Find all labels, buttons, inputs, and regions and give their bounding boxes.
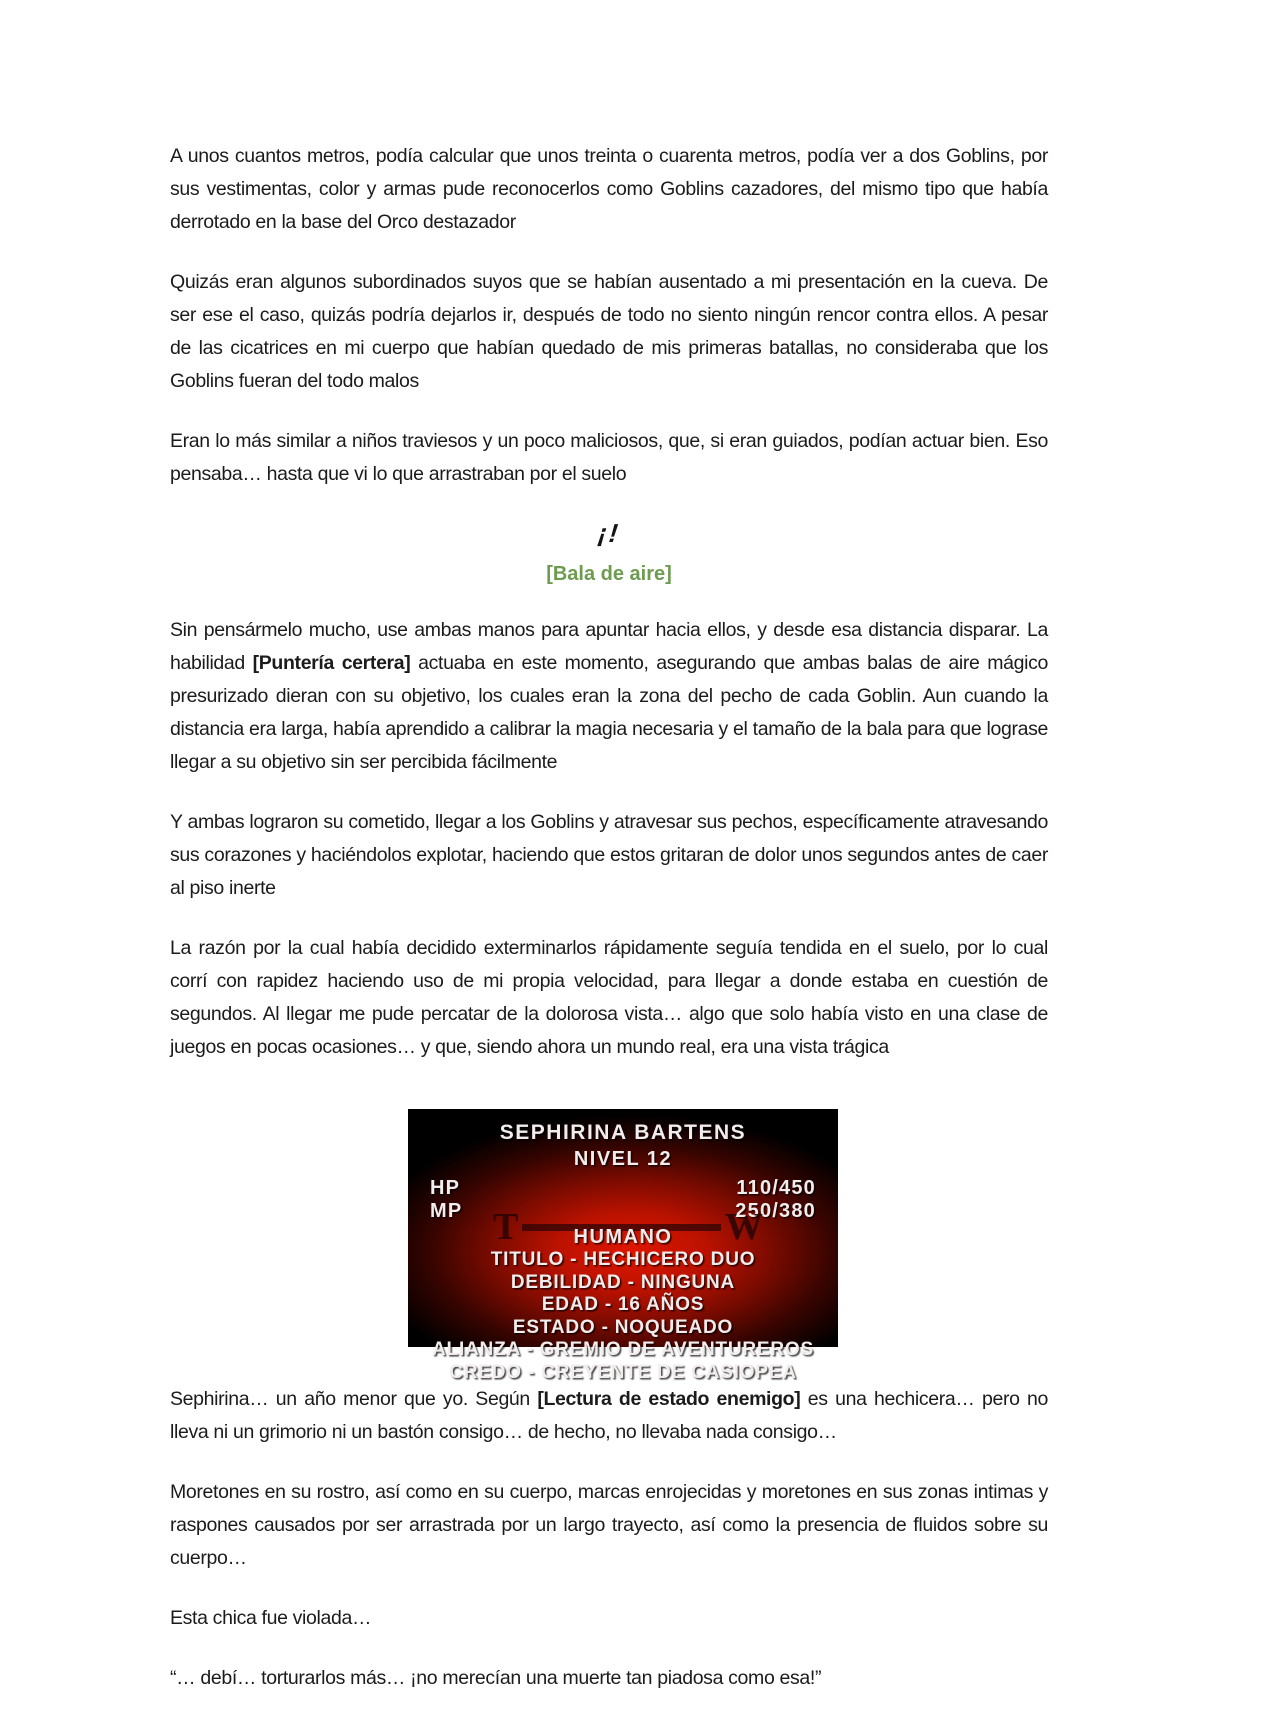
- paragraph-9: Esta chica fue violada…: [170, 1607, 372, 1629]
- paragraph-7-pre: Sephirina… un año menor que yo. Según: [170, 1388, 538, 1410]
- hp-label: HP: [430, 1177, 461, 1199]
- hp-value: 110/450: [736, 1177, 816, 1199]
- skill-inline-bold: [Puntería certera]: [252, 652, 411, 674]
- paragraph-4: [170, 614, 1048, 779]
- paragraph-7: [170, 1383, 1048, 1449]
- status-race: HUMANO: [573, 1226, 673, 1248]
- watermark-left: T: [493, 1206, 519, 1248]
- paragraph-10: “… debí… torturarlos más… ¡no merecían una muerte tan piadosa como esa!”: [170, 1667, 822, 1689]
- status-row-creed: CREDO - CREYENTE DE CASIOPEA: [449, 1361, 797, 1383]
- status-detail-rows: [408, 1249, 838, 1384]
- paragraph-4-pre: Sin pensármelo mucho, use ambas manos para apuntar hacia ellos, y desde esa distancia disparar. La habilidad: [170, 619, 1048, 674]
- paragraph-6: La razón por la cual había decidido exterminarlos rápidamente seguía tendida en el suelo, por lo cual corrí con rapidez haciendo uso de mi propia velocidad, para llegar a donde estaba en cuestión de segundos. Al llegar me pude percatar de la dolorosa vista… algo que solo había visto en una clase de juegos en pocas ocasiones… y que, siendo ahora un mundo real, era una vista trágica: [170, 937, 1048, 1058]
- status-row-age: EDAD - 16 AÑOS: [541, 1294, 705, 1315]
- paragraph-8: Moretones en su rostro, así como en su cuerpo, marcas enrojecidas y moretones en sus zonas intimas y raspones causados por ser arrastrada por un largo trayecto, así como la presencia de fluidos sobre su cuerpo…: [170, 1481, 1048, 1569]
- text-column: [170, 140, 1048, 1722]
- status-row-alliance: ALIANZA - GREMIO DE AVENTUREROS: [432, 1339, 814, 1360]
- scene-divider-symbol: ¡!: [596, 518, 622, 548]
- skill-name-heading: [Bala de aire]: [546, 563, 672, 585]
- paragraph-2: Quizás eran algunos subordinados suyos que se habían ausentado a mi presentación en la cueva. De ser ese el caso, quizás podría dejarlos ir, después de todo no siento ningún rencor contra ellos. A pesar de las cicatrices en mi cuerpo que habían quedado de mis primeras batallas, no consideraba que los Goblins fueran del todo malos: [170, 271, 1048, 392]
- mp-label: MP: [430, 1200, 463, 1222]
- paragraph-3: Eran lo más similar a niños traviesos y un poco maliciosos, que, si eran guiados, podían actuar bien. Eso pensaba… hasta que vi lo que arrastraban por el suelo: [170, 430, 1048, 485]
- status-row-state: ESTADO - NOQUEADO: [512, 1316, 734, 1338]
- status-row-title: TITULO - HECHICERO DUO: [490, 1249, 756, 1270]
- status-level: NIVEL 12: [573, 1148, 673, 1170]
- watermark-right: W: [725, 1206, 763, 1248]
- paragraph-7-post: es una hechicera… pero no lleva ni un grimorio ni un bastón consigo… de hecho, no llevaba nada consigo…: [170, 1388, 1048, 1443]
- status-row-weakness: DEBILIDAD - NINGUNA: [510, 1271, 736, 1293]
- mp-value: 250/380: [735, 1200, 816, 1222]
- status-window-image: [408, 1109, 838, 1383]
- status-character-name: SEPHIRINA BARTENS: [499, 1121, 747, 1144]
- paragraph-1: A unos cuantos metros, podía calcular que unos treinta o cuarenta metros, podía ver a dos Goblins, por sus vestimentas, color y armas pude reconocerlos como Goblins cazadores, del mismo tipo que había derrotado en la base del Orco destazador: [170, 145, 1048, 233]
- hp-row: [408, 1177, 838, 1200]
- paragraph-5: Y ambas lograron su cometido, llegar a los Goblins y atravesar sus pechos, específicamente atravesando sus corazones y haciéndolos explotar, haciendo que estos gritaran de dolor unos segundos antes de caer al piso inerte: [170, 811, 1048, 899]
- paragraph-4-post: actuaba en este momento, asegurando que ambas balas de aire mágico presurizado dieran con su objetivo, los cuales eran la zona del pecho de cada Goblin. Aun cuando la distancia era larga, había aprendido a calibrar la magia necesaria y el tamaño de la bala para que lograse llegar a su objetivo sin ser percibida fácilmente: [170, 652, 1048, 773]
- skill-inline-bold-2: [Lectura de estado enemigo]: [537, 1388, 801, 1410]
